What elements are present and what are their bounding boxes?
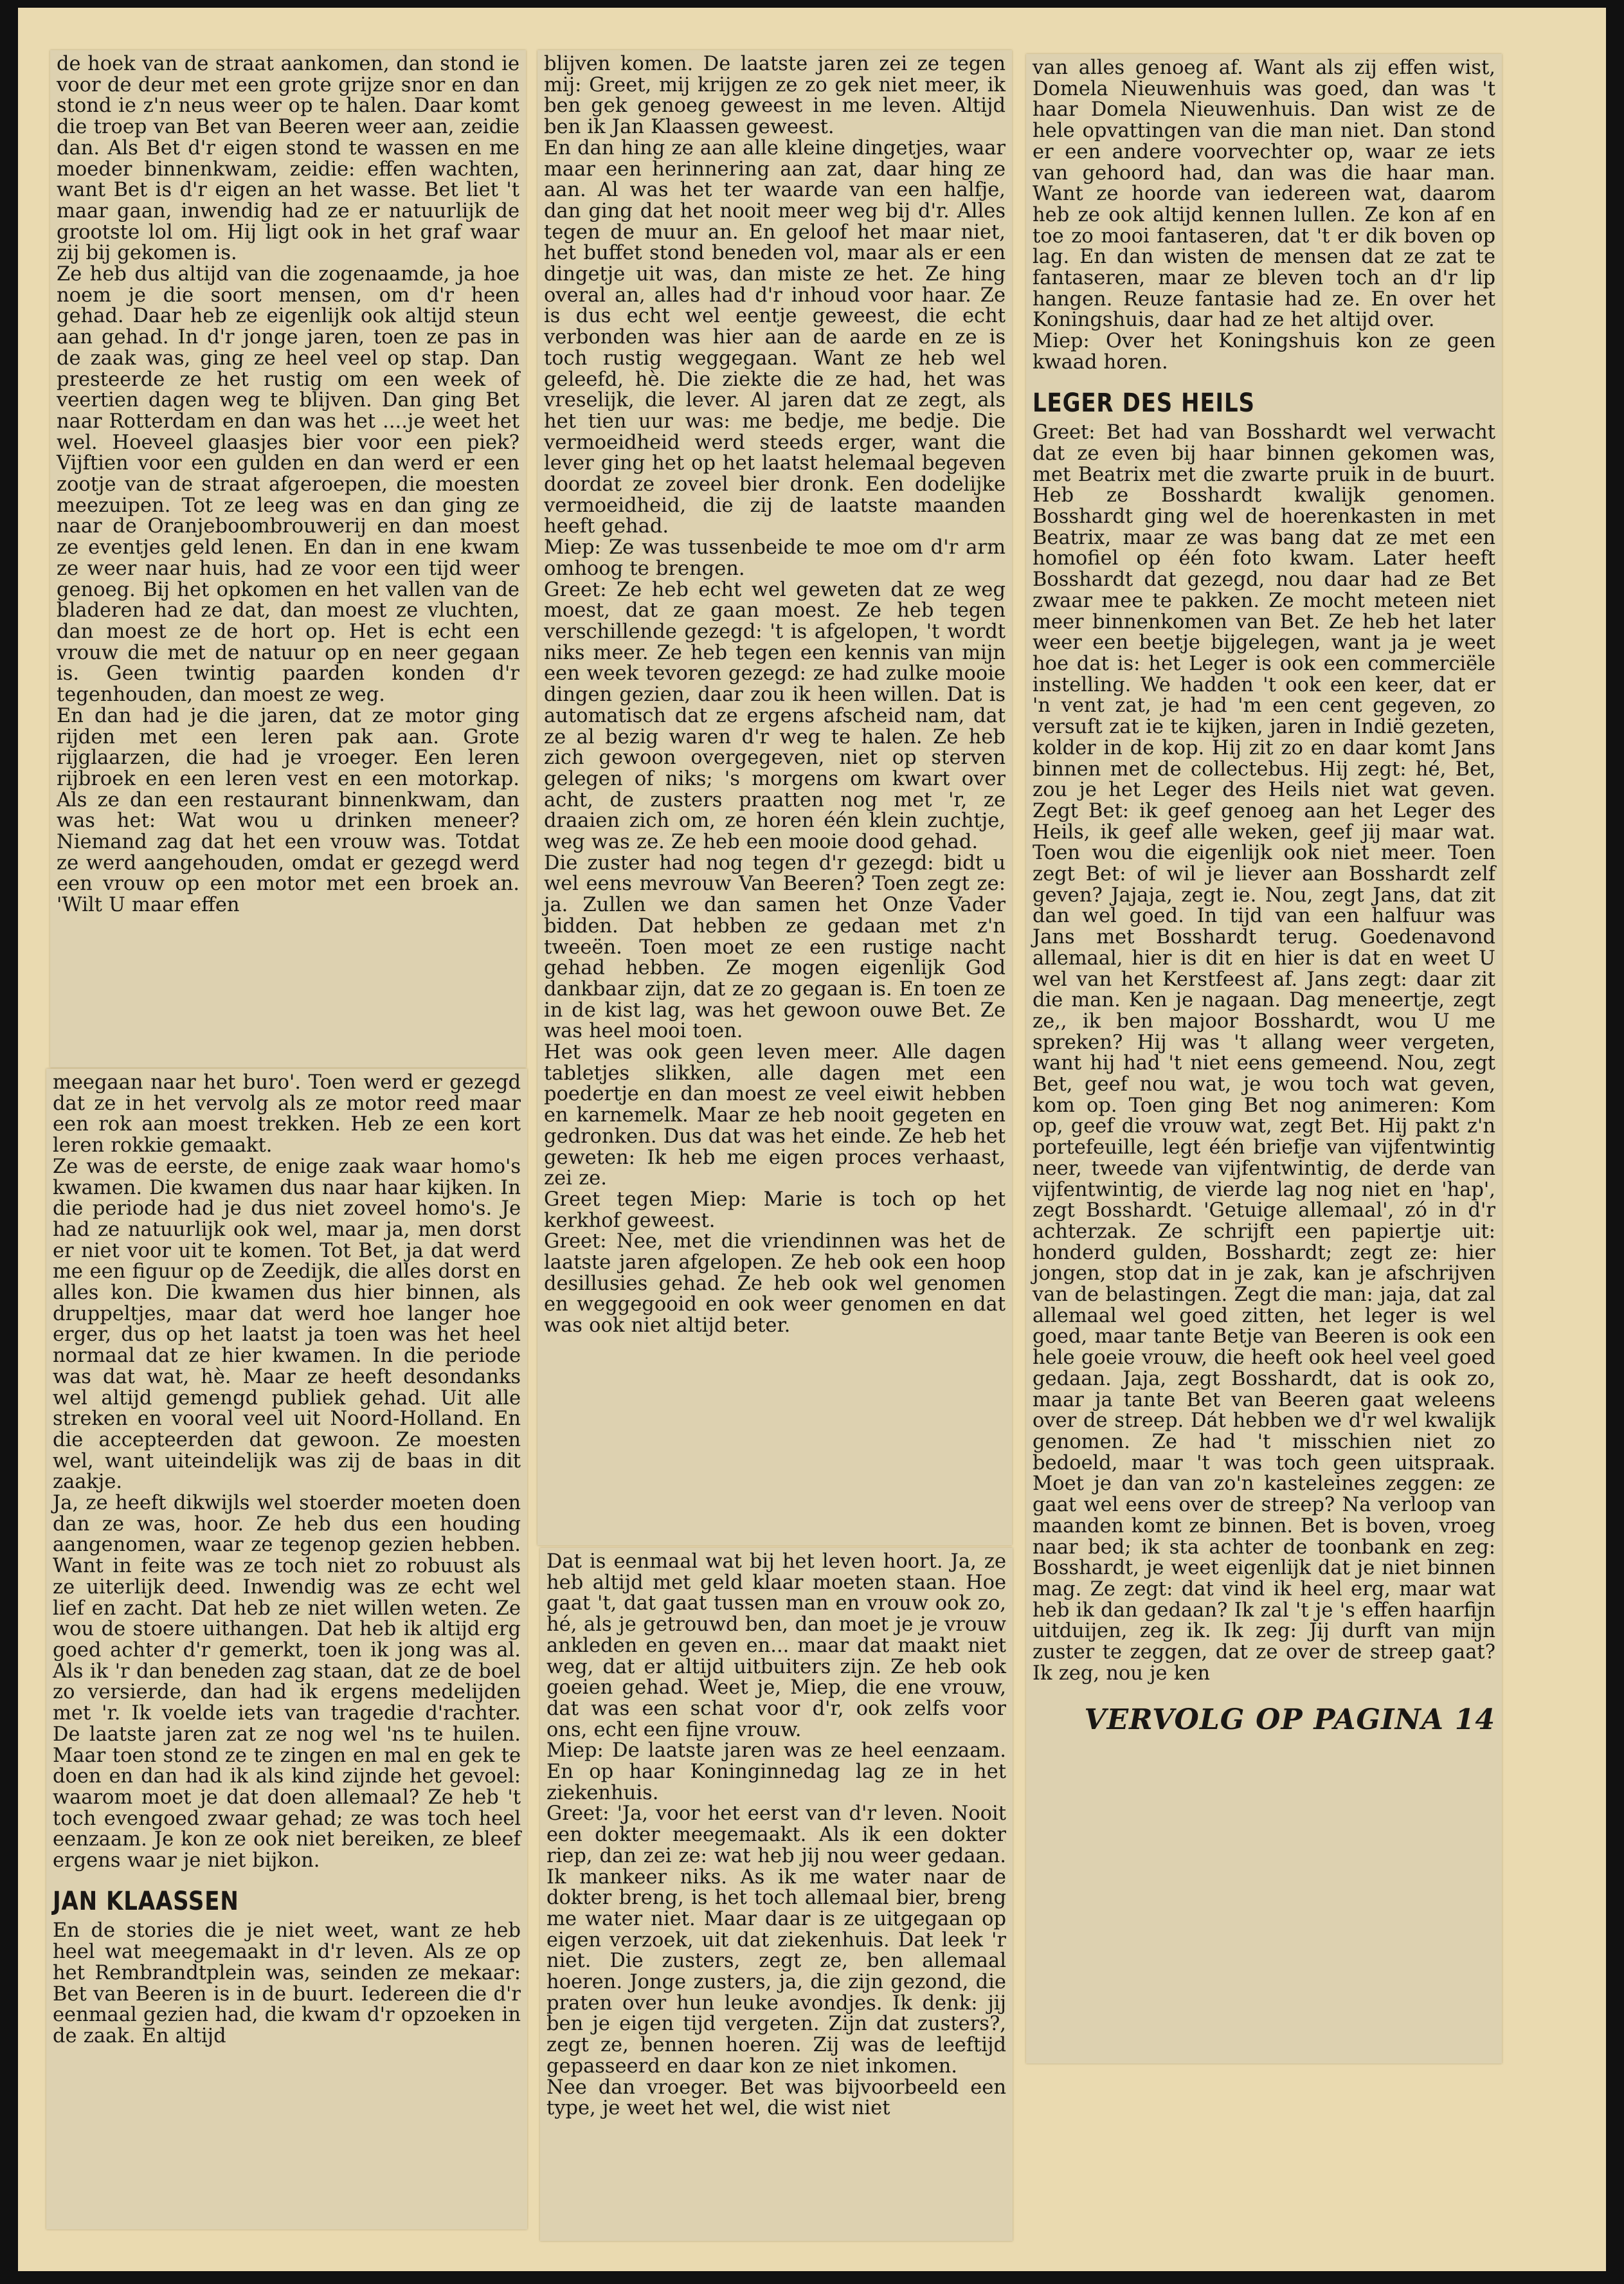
- paragraph: Ze was de eerste, de enige zaak waar homo's kwamen. Die kwamen dus naar haar kijken. In die periode had je dus niet zoveel homo's. Je had ze natuurlijk ook wel, maar ja, men dorst er niet voor uit te komen. Tot Bet, ja dat werd me een figuur op de Zeedijk, die alles dorst en alles kon. Die kwamen dus hier binnen, als druppeltjes, maar dat werd hoe langer hoe erger, dus op het laatst ja toen was het heel normaal dat ze hier kwamen. In die periode was dat wat, hè. Maar ze heeft desondanks wel altijd gemengd publiek gehad. Uit alle streken en vooral veel uit Noord-Holland. En die accepteerden dat gewoon. Ze moesten wel, want uiteindelijk was zij de baas in dit zaakje.: [53, 1155, 521, 1494]
- clipping-col3: [1026, 54, 1502, 2063]
- paragraph: Nee dan vroeger. Bet was bijvoorbeeld een type, je weet het wel, die wist niet: [546, 2076, 1006, 2120]
- paragraph: Miep: De laatste jaren was ze heel eenzaam. En op haar Koninginnedag lag ze in het ziekenhuis.: [546, 1739, 1006, 1804]
- paragraph: Dat is eenmaal wat bij het leven hoort. Ja, ze heb altijd met geld klaar moeten staan. Hoe gaat 't, dat gaat tussen man en vrouw ook zo, hé, als je getrouwd ben, dan moet je je vrouw ankleden en geven en... maar dat maakt niet weg, dat er altijd uitbuiters zijn. Ze heb ook goeien gehad. Weet je, Miep, die ene vrouw, dat was een schat voor d'r, ook zelfs voor ons, echt een fijne vrouw.: [546, 1550, 1006, 1741]
- clipping-col2-top: [537, 50, 1012, 1545]
- section-heading: JAN KLAASSEN: [53, 1886, 239, 1916]
- paragraph: blijven komen. De laatste jaren zei ze tegen mij: Greet, mij krijgen ze zo gek niet meer, ik ben gek genoeg geweest in me leven. Altijd ben ik Jan Klaassen geweest.: [544, 53, 1006, 139]
- paragraph: En de stories die je niet weet, want ze heb heel wat meegemaakt in d'r leven. Als ze op het Rembrandtplein was, seinden ze mekaar: Bet van Beeren is in de buurt. Iedereen die d'r eenmaal gezien had, die kwam d'r opzoeken in de zaak. En altijd: [53, 1919, 521, 2047]
- article-text: [540, 1548, 1013, 2119]
- clipping-col1-bottom: [46, 1069, 527, 2229]
- paragraph: Ze heb dus altijd van die zogenaamde, ja hoe noem je die soort mensen, om d'r heen gehad. Daar heb ze eigenlijk ook altijd steun aan gehad. In d'r jonge jaren, toen ze pas in de zaak was, ging ze heel veel op stap. Dan presteerde ze het rustig om een week of veertien dagen weg te blijven. Dan ging Bet naar Rotterdam en dan was het ....je weet het wel. Hoeveel glaasjes bier voor een piek? Vijftien voor een gulden en dan werd er een zootje van de straat afgeroepen, die moesten meezuipen. Tot ze leeg was en dan ging ze naar de Oranjeboombrouwerij en dan moest ze eventjes geld lenen. En dan in ene kwam ze weer naar huis, had ze voor een tijd weer genoeg. Bij het opkomen en het vallen van de bladeren had ze dat, dan moest ze vluchten, dan moest ze de hort op. Het is echt een vrouw die met de natuur op en neer gegaan is. Geen twintig paarden konden d'r tegenhouden, dan moest ze weg.: [57, 263, 519, 707]
- paragraph: Greet: Bet had van Bosshardt wel verwacht dat ze even bij haar binnen gekomen was, met Beatrix met die zwarte pruik in de buurt. Heb ze Bosshardt kwalijk genomen. Bosshardt ging wel de hoerenkasten in met Beatrix, maar ze was bang dat ze met een homofiel op één foto kwam. Later heeft Bosshardt dat gezegd, nou daar had ze Bet zwaar mee te pakken. Ze mocht meteen niet meer binnenkomen van Bet. Ze heb het later weer een beetje bijgelegen, want ja je weet hoe dat is: het Leger is ook een commerciële instelling. We hadden 't ook een keer, dat er 'n vent zat, je had 'm een cent gegeven, zo versuft zat ie te kijken, jaren in Indië gezeten, kolder in de kop. Hij zit zo en daar komt Jans binnen met de collectebus. Hij zegt: hé, Bet, zou je het Leger des Heils niet wat geven. Zegt Bet: ik geef genoeg aan het Leger des Heils, ik geef alle weken, geef jij maar wat. Toen wou die eigenlijk ook niet meer. Toen zegt Bet: of wil je liever aan Bosshardt zelf geven? Jajaja, zegt ie. Nou, zegt Jans, dat zit dan wel goed. In tijd van een halfuur was Jans met Bosshardt terug. Goedenavond allemaal, hier is dit en hier is dat en weet U wel van het Kerstfeest af. Jans zegt: daar zit die man. Ken je nagaan. Dag meneertje, zegt ze,, ik ben majoor Bosshardt, wou U me spreken? Hij was 't allang weer vergeten, want hij had 't niet eens gemeend. Nou, zegt Bet, geef nou wat, je wou toch wat geven, kom op. Toen ging Bet nog animeren: Kom op, geef die vrouw wat, zegt Bet. Hij pakt z'n portefeuille, legt één briefje van vijfentwintig neer, tweede van vijfentwintig, de derde van vijfentwintig, de vierde lag nog niet en 'hap', zegt Bosshardt. 'Getuige allemaal', zó in d'r achterzak. Ze schrijft een papiertje uit: honderd gulden, Bosshardt; zegt ze: hier jongen, stop dat in je zak, kan je afschrijven van de belastingen. Zegt die man: jaja, dat zal allemaal wel goed zitten, het leger is wel goed, maar tante Betje van Beeren is ook een hele goeie vrouw, die heeft ook heel veel goed gedaan. Jaja, zegt Bosshardt, dat is ook zo, maar ja tante Bet van Beeren gaat weleens over de streep. Dát hebben we d'r wel kwalijk genomen. Ze had 't misschien niet zo bedoeld, maar 't was toch geen uitspraak. Moet je dan van zo'n kasteleines zeggen: ze gaat wel eens over de streep? Na verloop van maanden komt ze binnen. Bet is boven, vroeg naar bed; ik sta achter de toonbank en zeg: Bosshardt, je weet eigenlijk dat je niet binnen mag. Ze zegt: dat vind ik heel erg, maar wat heb ik dan gedaan? Ik zal 't je 's effen haarfijn uitduijen, zeg ik. Ik zeg: Jij durft van mijn zuster te zeggen, dat ze over de streep gaat? Ik zeg, nou je ken: [1033, 421, 1495, 1685]
- paragraph: Greet: 'Ja, voor het eerst van d'r leven. Nooit een dokter meegemaakt. Als ik een dokter riep, dan zei ze: wat heb jij nou weer gedaan. Ik mankeer niks. As ik me water naar de dokter breng, is het toch allemaal bier, breng me water niet. Maar daar is ze uitgegaan op eigen verzoek, uit dat ziekenhuis. Dat leek 'r niet. Die zusters, zegt ze, ben allemaal hoeren. Jonge zusters, ja, die zijn gezond, die praten over hun leuke avondjes. Ik denk: jij ben je eigen tijd vergeten. Zijn dat zusters?, zegt ze, bennen hoeren. Zij was de leeftijd gepasseerd en daar kon ze niet inkomen.: [546, 1802, 1006, 2078]
- paragraph: Ja, ze heeft dikwijls wel stoerder moeten doen dan ze was, hoor. Ze heb dus een houding aangenomen, waar ze tegenop gezien hebben. Want in feite was ze toch niet zo robuust als ze uiterlijk deed. Inwendig was ze echt wel lief en zacht. Dat heb ze niet willen weten. Ze wou de stoere uithangen. Dat heb ik altijd erg goed achter d'r gemerkt, toen ik jong was al. Als ik 'r dan beneden zag staan, dat ze de boel zo versierde, dan had ik ergens medelijden met 'r. Ik voelde iets van tragedie d'rachter. De laatste jaren zat ze nog wel 'ns te huilen. Maar toen stond ze te zingen en mal en gek te doen en dan had ik als kind zijnde het gevoel: waarom moet je dat doen allemaal? Ze heb 't toch evengoed zwaar gehad; ze was toch heel eenzaam. Je kon ze ook niet bereiken, ze bleef ergens waar je niet bijkon.: [53, 1492, 521, 1872]
- scrapbook-page: [18, 8, 1606, 2271]
- paragraph: de hoek van de straat aankomen, dan stond ie voor de deur met een grote grijze snor en dan stond ie z'n neus weer op te halen. Daar komt die troep van Bet van Beeren weer aan, zeidie dan. Als Bet d'r eigen stond te wassen en me moeder binnenkwam, zeidie: effen wachten, want Bet is d'r eigen an het wasse. Bet liet 't maar gaan, inwendig had ze er natuurlijk de grootste lol om. Hij ligt ook in het graf waar zij bij gekomen is.: [57, 53, 519, 265]
- paragraph: Die zuster had nog tegen d'r gezegd: bidt u wel eens mevrouw Van Beeren? Toen zegt ze: ja. Zullen we dan samen het Onze Vader bidden. Dat hebben ze gedaan met z'n tweeën. Toen moet ze een rustige nacht gehad hebben. Ze mogen eigenlijk God dankbaar zijn, dat ze zo gegaan is. En toen ze in de kist lag, was het gewoon ouwe Bet. Ze was heel mooi toen.: [544, 851, 1006, 1043]
- paragraph: Greet tegen Miep: Marie is toch op het kerkhof geweest.: [544, 1188, 1006, 1232]
- paragraph: En dan had je die jaren, dat ze motor ging rijden met een leren pak aan. Grote rijglaarzen, die had je vroeger. Een leren rijbroek en een leren vest en een motorkap. Als ze dan een restaurant binnenkwam, dan was het: Wat wou u drinken meneer? Niemand zag dat het een vrouw was. Totdat ze werd aangehouden, omdat er gezegd werd een vrouw op een motor met een broek an. 'Wilt U maar effen: [57, 704, 519, 917]
- article-text: [1026, 54, 1502, 1737]
- paragraph: Greet: Nee, met die vriendinnen was het de laatste jaren afgelopen. Ze heb ook een hoop desillusies gehad. Ze heb ook wel genomen en weggegooid en ook weer genomen en dat was ook niet altijd beter.: [544, 1230, 1006, 1337]
- paragraph: Miep: Ze was tussenbeide te moe om d'r arm omhoog te brengen.: [544, 536, 1006, 580]
- paragraph: En dan hing ze aan alle kleine dingetjes, waar maar een herinnering aan zat, daar hing ze aan. Al was het ter waarde van een halfje, dan ging dat het nooit meer weg bij d'r. Alles tegen de muur an. En geloof het maar niet, het buffet stond beneden vol, maar als er een dingetje uit was, dan miste ze het. Ze hing overal an, alles had d'r inhoud voor haar. Ze is dus echt wel eentje geweest, die echt verbonden was hier aan de aarde en ze is toch rustig weggegaan. Want ze heb wel geleefd, hè. Die ziekte die ze had, het was vreselijk, die lever. Al jaren dat ze zegt, als het tien uur was: me bedje, me bedje. Die vermoeidheid werd steeds erger, want die lever ging het op het laatst helemaal begeven doordat ze zoveel bier dronk. Een dodelijke vermoeidheid, die zij de laatste maanden heeft gehad.: [544, 136, 1006, 538]
- paragraph: Het was ook geen leven meer. Alle dagen tabletjes slikken, alle dagen met een poedertje en dan moest ze veel eiwit hebben en karnemelk. Maar ze heb nooit gegeten en gedronken. Dus dat was het einde. Ze heb het geweten: Ik heb me eigen proces verhaast, zei ze.: [544, 1041, 1006, 1190]
- article-text: [46, 1069, 527, 2047]
- section-heading: LEGER DES HEILS: [1033, 388, 1255, 418]
- article-text: [50, 50, 526, 916]
- paragraph: Miep: Over het Koningshuis kon ze geen kwaad horen.: [1033, 330, 1495, 374]
- article-text: [537, 50, 1012, 1337]
- clipping-col1-top: [50, 50, 526, 1067]
- continued-on-page-label: VERVOLG OP PAGINA 14: [1084, 1703, 1495, 1737]
- clipping-col2-bottom: [540, 1548, 1013, 2241]
- paragraph: Greet: Ze heb echt wel geweten dat ze weg moest, dat ze gaan moest. Ze heb tegen verschillende gezegd: 't is afgelopen, 't wordt niks meer. Ze heb tegen een kennis van mijn een week tevoren gezegd: ze had zulke mooie dingen gezien, daar zou ik heen willen. Dat is automatisch dat ze ergens afscheid nam, dat ze al bezig waren d'r weg te halen. Ze heb zich gewoon overgegeven, niet op sterven gelegen of niks; 's morgens om kwart over acht, de zusters praatten nog met 'r, ze draaien zich om, ze horen één klein zuchtje, weg was ze. Ze heb een mooie dood gehad.: [544, 578, 1006, 854]
- paragraph: meegaan naar het buro'. Toen werd er gezegd dat ze in het vervolg als ze motor reed maar een rok aan moest trekken. Heb ze een kort leren rokkie gemaakt.: [53, 1071, 521, 1157]
- paragraph: van alles genoeg af. Want als zij effen wist, Domela Nieuwenhuis was goed, dan was 't haar Domela Nieuwenhuis. Dan wist ze de hele opvattingen van die man niet. Dan stond er een andere voorvechter op, waar ze iets van gehoord had, dan was die haar man. Want ze hoorde van iedereen wat, daarom heb ze ook altijd kennen lullen. Ze kon af en toe zo mooi fantaseren, dat 't er dik boven op lag. En dan wisten de mensen dat ze zat te fantaseren, maar ze bleven toch an d'r lip hangen. Reuze fantasie had ze. En over het Koningshuis, daar had ze het altijd over.: [1033, 57, 1495, 332]
